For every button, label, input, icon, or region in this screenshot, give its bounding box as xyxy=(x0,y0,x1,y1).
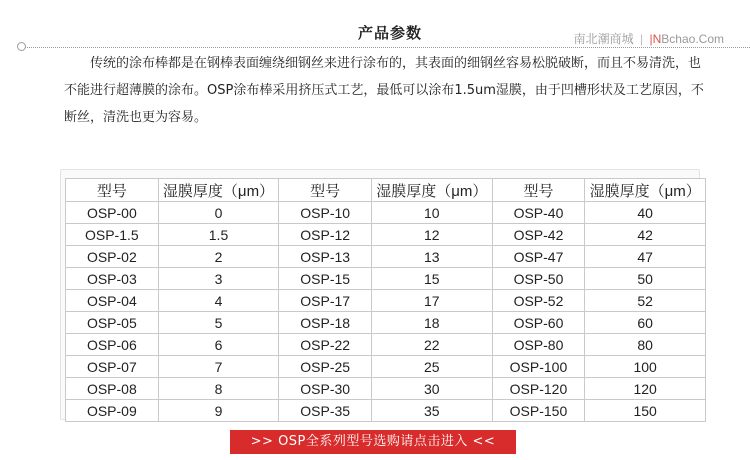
column-header-model: 型号 xyxy=(279,179,372,202)
table-header-row xyxy=(66,179,706,202)
cell-model: OSP-30 xyxy=(279,378,372,400)
cell-model: OSP-07 xyxy=(66,356,159,378)
osp-series-link-button[interactable]: >> OSP全系列型号选购请点击进入 << xyxy=(230,430,516,454)
intro-paragraph: 传统的涂布棒都是在钢棒表面缠绕细钢丝来进行涂布的，其表面的细钢丝容易松脱破断，而且不易清洗，也不能进行超薄膜的涂布。OSP涂布棒采用挤压式工艺，最低可以涂布1.5um湿膜，由于凹槽形状及工艺原因，不断丝，清洗也更为容易。 xyxy=(64,56,704,125)
cell-model: OSP-80 xyxy=(492,334,585,356)
cell-thickness: 120 xyxy=(585,378,706,400)
cell-thickness: 52 xyxy=(585,290,706,312)
table-row xyxy=(66,400,706,422)
table-row xyxy=(66,378,706,400)
cell-model: OSP-150 xyxy=(492,400,585,422)
cell-thickness: 35 xyxy=(372,400,493,422)
column-header-thickness: 湿膜厚度（μm） xyxy=(158,179,279,202)
cell-thickness: 6 xyxy=(158,334,279,356)
column-header-thickness: 湿膜厚度（μm） xyxy=(372,179,493,202)
cell-thickness: 150 xyxy=(585,400,706,422)
cell-model: OSP-50 xyxy=(492,268,585,290)
spec-table xyxy=(65,178,706,422)
cell-thickness: 13 xyxy=(372,246,493,268)
cell-thickness: 12 xyxy=(372,224,493,246)
cell-thickness: 3 xyxy=(158,268,279,290)
cell-model: OSP-60 xyxy=(492,312,585,334)
cell-thickness: 30 xyxy=(372,378,493,400)
cell-thickness: 15 xyxy=(372,268,493,290)
table-body xyxy=(66,202,706,422)
cell-model: OSP-09 xyxy=(66,400,159,422)
cell-model: OSP-10 xyxy=(279,202,372,224)
cell-model: OSP-1.5 xyxy=(66,224,159,246)
cell-model: OSP-03 xyxy=(66,268,159,290)
cell-model: OSP-17 xyxy=(279,290,372,312)
cell-thickness: 5 xyxy=(158,312,279,334)
cell-model: OSP-100 xyxy=(492,356,585,378)
table-row xyxy=(66,202,706,224)
brand-separator: | xyxy=(640,32,644,46)
cell-thickness: 8 xyxy=(158,378,279,400)
cell-thickness: 1.5 xyxy=(158,224,279,246)
table-row xyxy=(66,224,706,246)
cell-model: OSP-47 xyxy=(492,246,585,268)
cell-thickness: 50 xyxy=(585,268,706,290)
cell-model: OSP-52 xyxy=(492,290,585,312)
cell-thickness: 2 xyxy=(158,246,279,268)
cell-thickness: 42 xyxy=(585,224,706,246)
cell-thickness: 9 xyxy=(158,400,279,422)
cell-model: OSP-06 xyxy=(66,334,159,356)
table-row xyxy=(66,246,706,268)
cell-thickness: 47 xyxy=(585,246,706,268)
cell-thickness: 7 xyxy=(158,356,279,378)
cell-thickness: 60 xyxy=(585,312,706,334)
brand-logo[interactable] xyxy=(574,30,724,47)
cell-thickness: 4 xyxy=(158,290,279,312)
table-row xyxy=(66,268,706,290)
cell-model: OSP-22 xyxy=(279,334,372,356)
cell-model: OSP-120 xyxy=(492,378,585,400)
cell-model: OSP-05 xyxy=(66,312,159,334)
cell-model: OSP-18 xyxy=(279,312,372,334)
cell-model: OSP-42 xyxy=(492,224,585,246)
column-header-model: 型号 xyxy=(492,179,585,202)
cell-model: OSP-12 xyxy=(279,224,372,246)
cell-model: OSP-08 xyxy=(66,378,159,400)
cell-thickness: 80 xyxy=(585,334,706,356)
column-header-thickness: 湿膜厚度（μm） xyxy=(585,179,706,202)
page-title: 产品参数 xyxy=(357,24,422,42)
table-row xyxy=(66,356,706,378)
cell-thickness: 22 xyxy=(372,334,493,356)
cell-model: OSP-35 xyxy=(279,400,372,422)
brand-name-cn: 南北潮商城 xyxy=(573,32,634,46)
cell-thickness: 0 xyxy=(158,202,279,224)
cell-thickness: 10 xyxy=(372,202,493,224)
cell-model: OSP-25 xyxy=(279,356,372,378)
cell-model: OSP-13 xyxy=(279,246,372,268)
cell-model: OSP-04 xyxy=(66,290,159,312)
cell-thickness: 18 xyxy=(372,312,493,334)
cell-thickness: 25 xyxy=(372,356,493,378)
table-row xyxy=(66,334,706,356)
column-header-model: 型号 xyxy=(66,179,159,202)
table-row xyxy=(66,290,706,312)
header-divider xyxy=(22,47,750,48)
cell-thickness: 17 xyxy=(372,290,493,312)
brand-name-en-suffix: Bchao.Com xyxy=(661,32,724,46)
cell-model: OSP-00 xyxy=(66,202,159,224)
table-row xyxy=(66,312,706,334)
cell-thickness: 100 xyxy=(585,356,706,378)
cell-thickness: 40 xyxy=(585,202,706,224)
cell-model: OSP-15 xyxy=(279,268,372,290)
divider-dot-icon xyxy=(17,42,26,51)
cell-model: OSP-02 xyxy=(66,246,159,268)
brand-name-en-prefix: |N xyxy=(649,32,662,46)
cell-model: OSP-40 xyxy=(492,202,585,224)
